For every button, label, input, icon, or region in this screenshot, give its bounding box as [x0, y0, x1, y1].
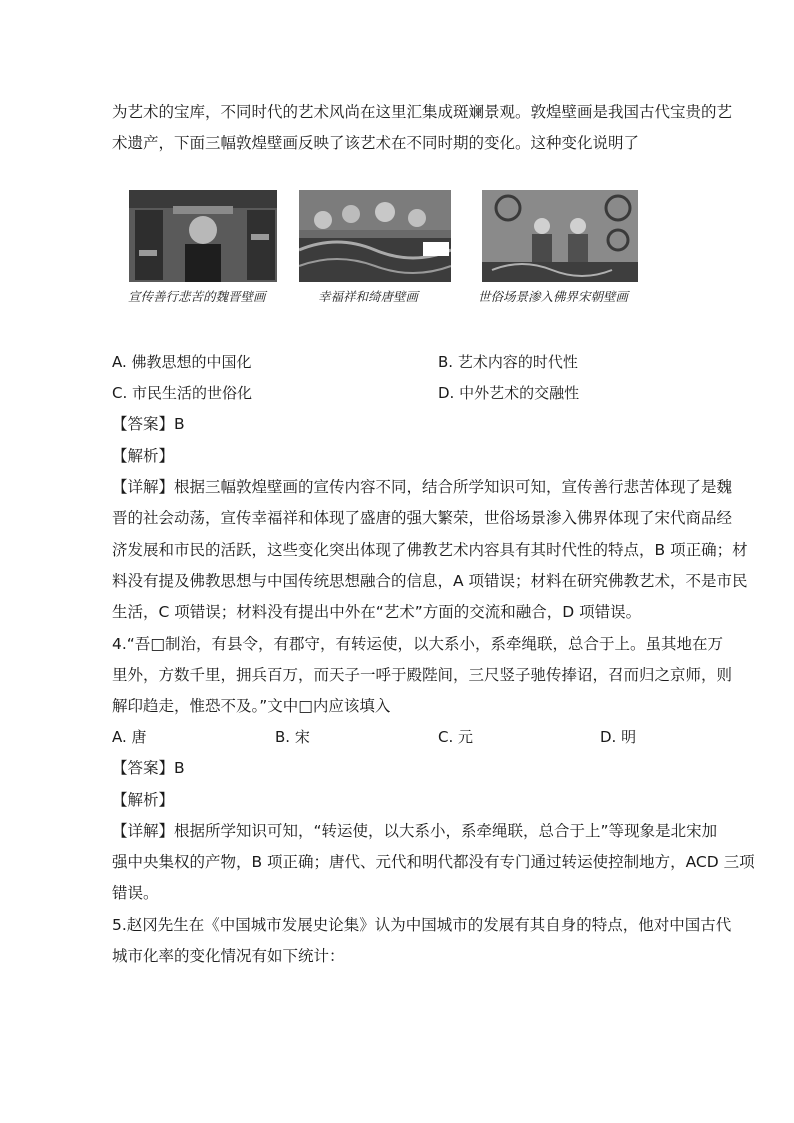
q4-analysis-label: 【解析】 — [112, 791, 175, 809]
q4-option-a[interactable]: A. 唐 — [112, 728, 147, 746]
q4-option-b[interactable]: B. 宋 — [275, 728, 310, 746]
intro-line-2: 术遗产，下面三幅敦煌壁画反映了该艺术在不同时期的变化。这种变化说明了 — [112, 134, 640, 152]
mural-song-image — [482, 190, 638, 286]
intro-line-1: 为艺术的宝库，不同时代的艺术风尚在这里汇集成斑斓景观。敦煌壁画是我国古代宝贵的艺 — [112, 103, 733, 121]
mural-tang-image — [299, 190, 451, 286]
q3-answer: 【答案】B — [112, 415, 185, 433]
q3-detail-line-4: 料没有提及佛教思想与中国传统思想融合的信息，A 项错误；材料在研究佛教艺术，不是市民 — [112, 572, 748, 590]
mural-wei-jin-image — [129, 190, 277, 286]
q3-option-d[interactable]: D. 中外艺术的交融性 — [438, 384, 580, 402]
caption-tang: 幸福祥和绮唐壁画 — [318, 289, 419, 304]
q5-stem-line-2: 城市化率的变化情况有如下统计： — [112, 947, 345, 965]
q3-option-a[interactable]: A. 佛教思想的中国化 — [112, 353, 252, 371]
q4-stem-line-1: 4.“吾□制治，有县令，有郡守，有转运使，以大系小，系牵绳联，总合于上。虽其地在万 — [112, 635, 723, 653]
caption-song: 世俗场景渗入佛界宋朝壁画 — [478, 289, 629, 304]
q3-option-c[interactable]: C. 市民生活的世俗化 — [112, 384, 253, 402]
q4-detail-line-2: 强中央集权的产物，B 项正确；唐代、元代和明代都没有专门通过转运使控制地方，ACD 三项 — [112, 853, 755, 871]
q4-stem-line-2: 里外，方数千里，拥兵百万，而天子一呼于殿陛间，三尺竖子驰传捧诏，召而归之京师，则 — [112, 666, 733, 684]
q3-detail-line-1: 【详解】根据三幅敦煌壁画的宣传内容不同，结合所学知识可知，宣传善行悲苦体现了是魏 — [112, 478, 733, 496]
q3-detail-line-2: 晋的社会动荡，宣传幸福祥和体现了盛唐的强大繁荣，世俗场景渗入佛界体现了宋代商品经 — [112, 509, 733, 527]
q4-detail-line-3: 错误。 — [112, 884, 159, 902]
caption-wei-jin: 宣传善行悲苦的魏晋壁画 — [128, 289, 266, 304]
q3-option-b[interactable]: B. 艺术内容的时代性 — [438, 353, 578, 371]
q4-option-c[interactable]: C. 元 — [438, 728, 474, 746]
mural-wei-jin-picture — [129, 190, 277, 282]
q3-analysis-label: 【解析】 — [112, 447, 175, 465]
mural-song-picture — [482, 190, 638, 282]
q5-stem-line-1: 5.赵冈先生在《中国城市发展史论集》认为中国城市的发展有其自身的特点，他对中国古代 — [112, 916, 732, 934]
q3-detail-line-5: 生活，C 项错误；材料没有提出中外在“艺术”方面的交流和融合，D 项错误。 — [112, 603, 642, 621]
q4-option-d[interactable]: D. 明 — [600, 728, 637, 746]
q4-detail-line-1: 【详解】根据所学知识可知，“转运使，以大系小，系牵绳联，总合于上”等现象是北宋加 — [112, 822, 718, 840]
q4-stem-line-3: 解印趋走，惟恐不及。”文中□内应该填入 — [112, 697, 391, 715]
q4-answer: 【答案】B — [112, 759, 185, 777]
q3-detail-line-3: 济发展和市民的活跃，这些变化突出体现了佛教艺术内容具有其时代性的特点，B 项正确；材 — [112, 541, 748, 559]
mural-tang-picture — [299, 190, 451, 282]
